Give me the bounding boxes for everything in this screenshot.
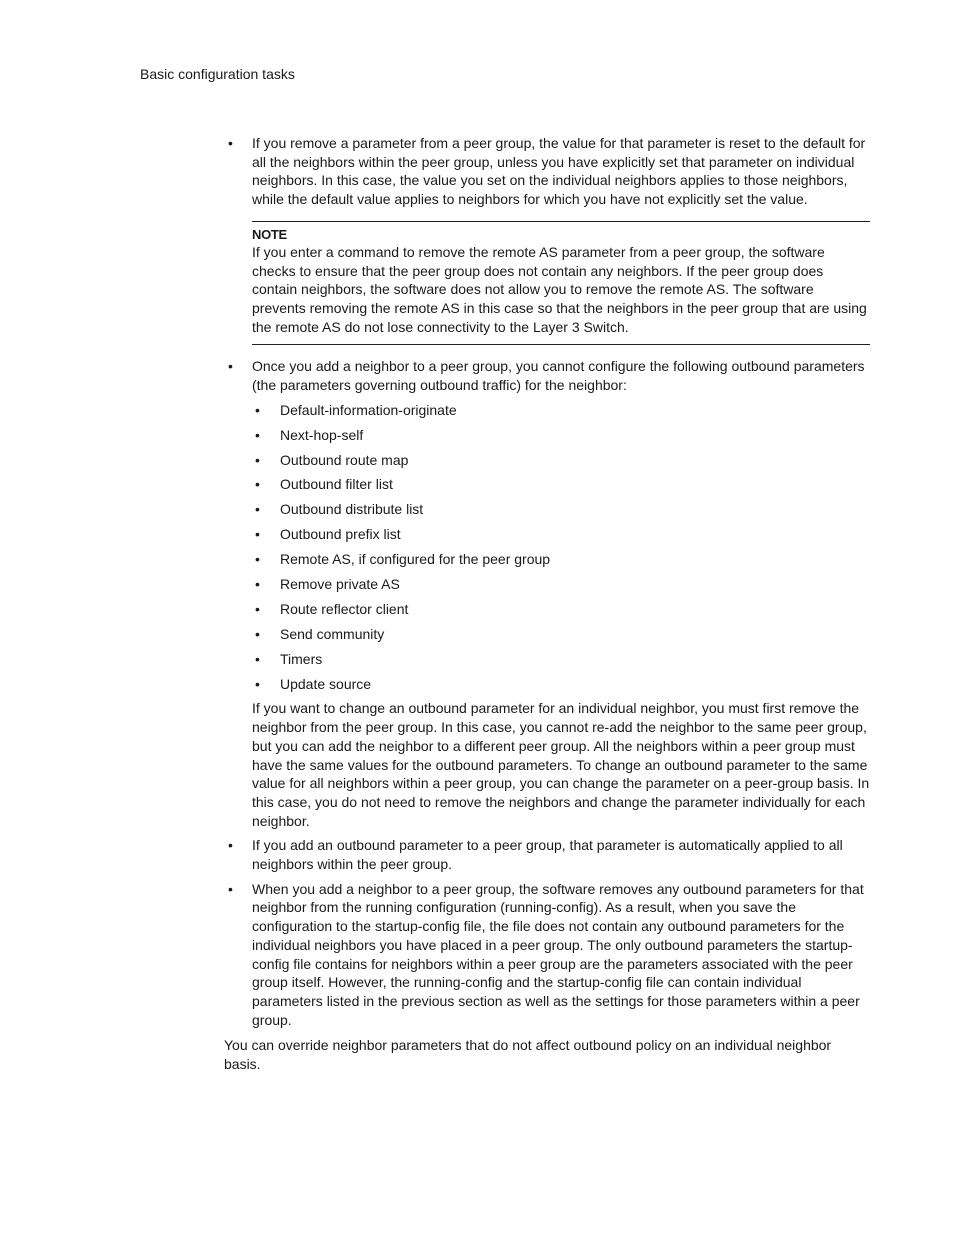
page-body (224, 134, 870, 1074)
list-item-text: Outbound distribute list (280, 501, 424, 518)
bullet-text: If you add an outbound parameter to a peer group, that parameter is automatically applied to all neighbors within the peer group. (252, 837, 843, 873)
bullet-item-add-neighbor (224, 357, 870, 830)
bullet-icon: • (255, 526, 260, 543)
bullet-icon: • (255, 675, 260, 692)
bullet-item-running-config (224, 880, 870, 1030)
bullet-icon: • (255, 401, 260, 418)
bullet-icon: • (255, 575, 260, 592)
list-item-text: Next-hop-self (280, 426, 364, 443)
closing-paragraph: You can override neighbor parameters that do not affect outbound policy on an individual neighbor basis. (224, 1037, 832, 1073)
list-item (252, 426, 870, 451)
bullet-icon: • (255, 551, 260, 568)
list-item-text: Outbound prefix list (280, 526, 401, 543)
list-item-text: Remove private AS (280, 575, 400, 592)
bullet-icon: • (228, 135, 233, 151)
list-item (252, 650, 870, 675)
list-item-text: Send community (280, 625, 385, 642)
list-item (252, 675, 870, 700)
bullet-icon: • (255, 650, 260, 667)
running-header: Basic configuration tasks (140, 66, 295, 82)
bullet-item-add-outbound-parameter (224, 836, 870, 873)
bullet-icon: • (255, 476, 260, 493)
list-item-text: Route reflector client (280, 600, 409, 617)
bullet-text: When you add a neighbor to a peer group, the software removes any outbound parameters for that neighbor from the running configuration (running-config). As a result, when you save the configuration to the startup-config file, the file does not contain any outbound parameters for the individual neighbors you have placed in a peer group. The only outbound parameters the startup-config file contains for neighbors within a peer group are the parameters associated with the peer group itself. However, the running-config and the startup-config file can contain individual parameters listed in the previous section as well as the settings for those parameters within a peer group. (252, 880, 864, 1028)
list-item (252, 600, 870, 625)
list-item (252, 401, 870, 426)
list-item (252, 575, 870, 600)
bullet-item-remove-parameter (224, 134, 870, 209)
note-title: NOTE (252, 226, 287, 242)
list-item (252, 475, 870, 500)
bullet-icon: • (228, 880, 233, 897)
list-item (252, 500, 870, 525)
bullet-icon: • (255, 501, 260, 518)
list-item-text: Timers (280, 650, 323, 667)
list-item (252, 550, 870, 575)
bullet-icon: • (255, 426, 260, 443)
bullet-icon: • (255, 625, 260, 642)
note-box (252, 221, 870, 346)
list-item-text: Default-information-originate (280, 401, 457, 418)
list-item (252, 525, 870, 550)
outbound-parameter-list (252, 401, 870, 700)
note-text: If you enter a command to remove the remote AS parameter from a peer group, the software checks to ensure that the peer group does not contain any neighbors. If the peer group does contain neighbors, the software does not allow you to remove the remote AS. The software prevents removing the remote AS in this case so that the neighbors in the peer group that are using the remote AS do not lose connectivity to the Layer 3 Switch. (252, 243, 867, 335)
bullet-followup-text: If you want to change an outbound parameter for an individual neighbor, you must first remove the neighbor from the peer group. In this case, you cannot re-add the neighbor to the same peer group, but you can add the neighbor to a different peer group. All the neighbors within a peer group must have the same values for the outbound parameters. To change an outbound parameter to the same value for all neighbors within a peer group, you can change the parameter on a peer-group basis. In this case, you do not need to remove the neighbors and change the parameter individually for each neighbor. (252, 700, 870, 829)
bullet-text: If you remove a parameter from a peer group, the value for that parameter is reset to the default for all the neighbors within the peer group, unless you have explicitly set that parameter on individual neighbors. In this case, the value you set on the individual neighbors applies to those neighbors, while the default value applies to neighbors for which you have not explicitly set the value. (252, 135, 866, 208)
bullet-icon: • (255, 600, 260, 617)
bullet-icon: • (255, 451, 260, 468)
bullet-text: Once you add a neighbor to a peer group, you cannot configure the following outbound parameters (the parameters governing outbound traffic) for the neighbor: (252, 358, 865, 394)
list-item-text: Remote AS, if configured for the peer group (280, 551, 551, 568)
list-item (252, 451, 870, 476)
list-item-text: Outbound route map (280, 451, 409, 468)
list-item (252, 625, 870, 650)
list-item-text: Outbound filter list (280, 476, 393, 493)
bullet-icon: • (228, 358, 233, 375)
bullet-icon: • (228, 837, 233, 854)
list-item-text: Update source (280, 675, 372, 692)
